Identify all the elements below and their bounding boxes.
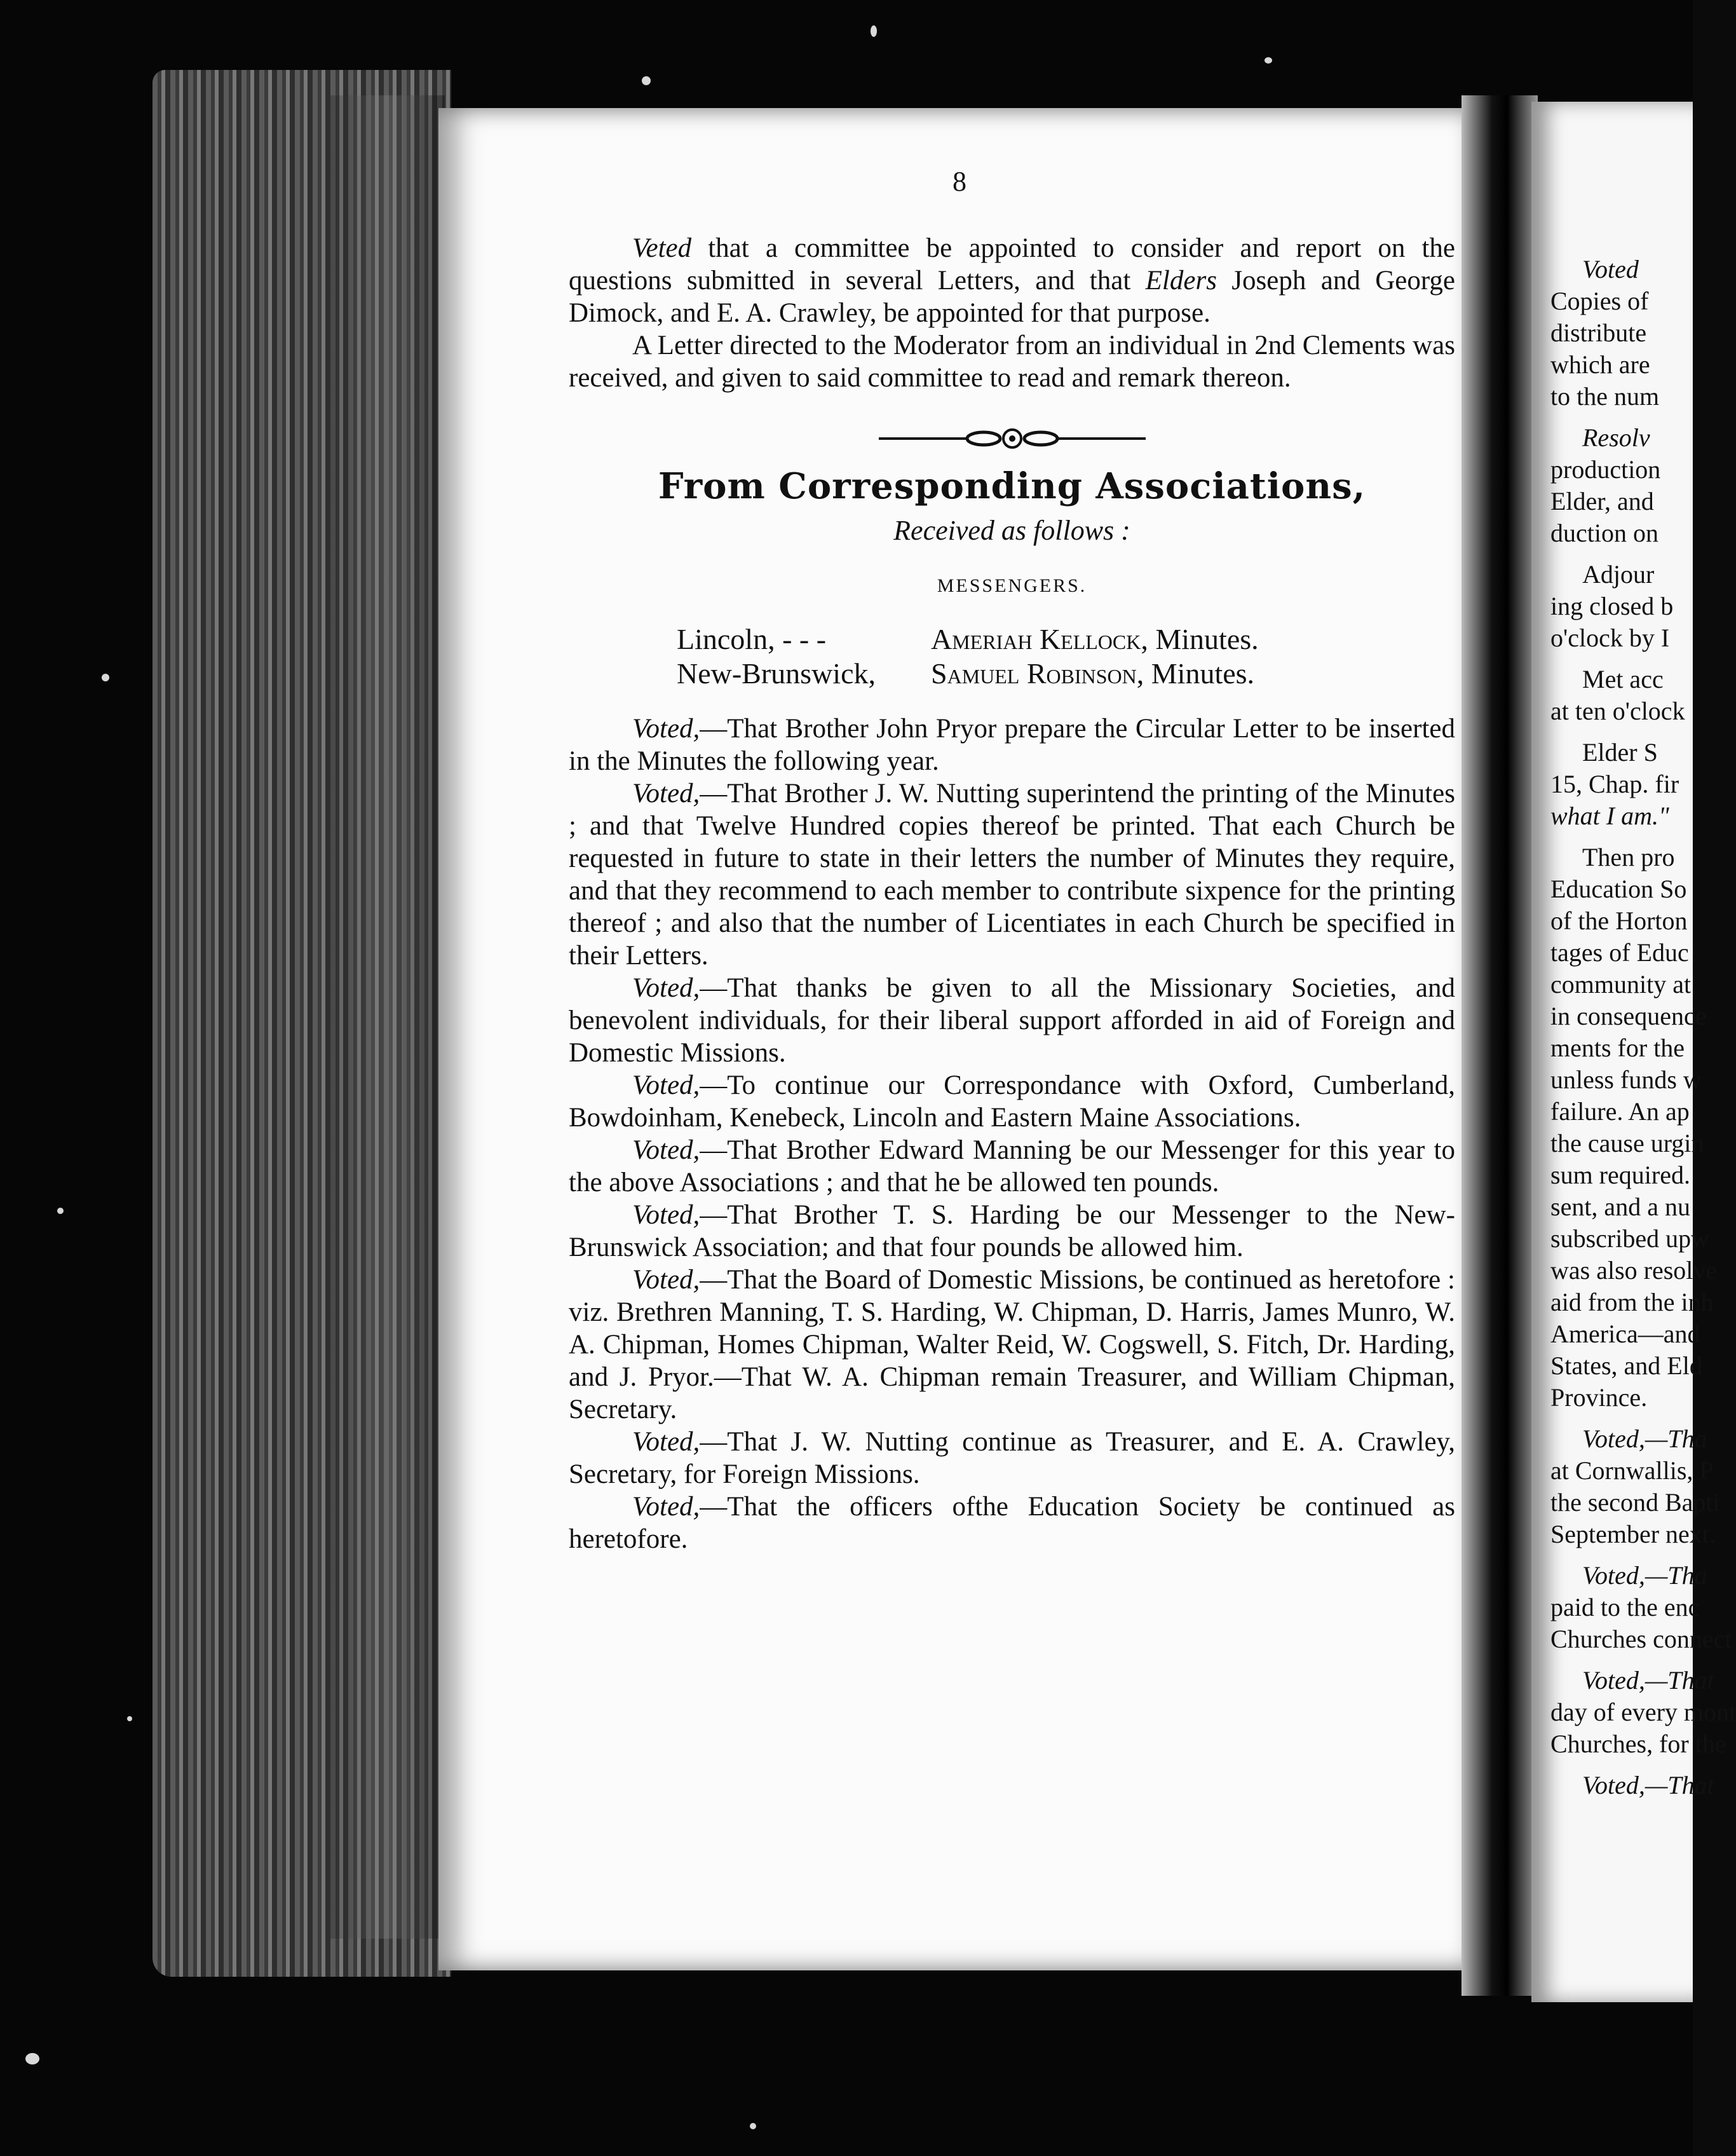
vote-text: —That Brother J. W. Nutting superintend the printing of the Minutes ; and that Twelve Hundred copies thereof be printed. That each Church be requested in future to state in their letters the number of Minutes they require, and that they recommend to each member to contribute sixpence for the printing thereof ; and also that the number of Licentiates in each Church be specified in their Letters.	[569, 779, 1455, 971]
right-page-line: at ten o'clock	[1550, 697, 1685, 725]
messenger-row	[569, 657, 1455, 691]
dust-speck	[57, 1208, 64, 1214]
intro-elders: Elders	[1145, 266, 1217, 296]
messenger-note: Minutes.	[1155, 623, 1259, 655]
messenger-note: Minutes.	[1151, 657, 1255, 690]
messengers-list	[569, 622, 1455, 691]
right-page-line: sent, and a nu	[1550, 1192, 1690, 1221]
right-page-line: ing closed b	[1550, 592, 1674, 620]
vote-text: —That Brother T. S. Harding be our Messenger to the New-Brunswick Association; and that four pounds be allowed him.	[569, 1200, 1455, 1262]
right-page-line: Resolv	[1582, 423, 1650, 452]
right-page-line: America—and	[1550, 1320, 1700, 1348]
right-page-line: community at	[1550, 970, 1692, 999]
vote-lead: Voted,	[632, 1070, 700, 1100]
vote-text: —That the officers ofthe Education Society be continued as heretofore.	[569, 1492, 1455, 1554]
vote-lead: Voted,	[632, 714, 700, 744]
right-page-line: 15, Chap. fir	[1550, 770, 1679, 798]
vote-paragraph	[569, 777, 1455, 972]
dust-speck	[750, 2123, 756, 2129]
intro-paragraph-2: A Letter directed to the Moderator from an individual in 2nd Clements was received, and given to said committee to read and remark thereon.	[569, 331, 1455, 393]
section-heading: From Corresponding Associations,	[658, 465, 1366, 507]
right-page-line: Province.	[1550, 1383, 1648, 1412]
intro-tail: Joseph and George Dimock, and E. A. Crawley, be appointed for that purpose.	[569, 266, 1455, 328]
dust-speck	[871, 25, 877, 37]
right-page-line: Voted,—That	[1582, 1666, 1714, 1695]
page-number: 8	[953, 166, 966, 197]
intro-paragraph-1	[569, 232, 1455, 329]
right-page-line: States, and Eld	[1550, 1351, 1702, 1380]
right-page-line: Voted,—Tha	[1582, 1561, 1707, 1590]
right-page-line: distribute	[1550, 318, 1647, 347]
messengers-title: MESSENGERS.	[937, 575, 1087, 596]
right-page-line: sum required.	[1550, 1161, 1690, 1189]
vote-lead: Voted,	[632, 1427, 700, 1457]
right-page-line: Copies of	[1550, 287, 1649, 315]
right-page-line: Churches, for the	[1550, 1730, 1726, 1758]
right-page-line: ments for the	[1550, 1034, 1685, 1062]
ornament-divider	[569, 426, 1455, 451]
right-page-line: at Cornwallis, P	[1550, 1456, 1714, 1485]
vote-text: —That Brother John Pryor prepare the Circular Letter to be inserted in the Minutes the following year.	[569, 714, 1455, 776]
dust-speck	[25, 2053, 39, 2064]
right-page-line: the cause urgin	[1550, 1129, 1704, 1157]
right-page-line: in consequence	[1550, 1002, 1707, 1030]
right-page-line: Then pro	[1582, 843, 1675, 871]
messenger-name: Ameriah Kellock,	[931, 623, 1148, 655]
vote-lead: Voted,	[632, 1135, 700, 1165]
vote-lead: Voted,	[632, 779, 700, 808]
vote-text: —To continue our Correspondance with Oxford, Cumberland, Bowdoinham, Kenebeck, Lincoln and Eastern Maine Associations.	[569, 1070, 1455, 1133]
right-page-line: Churches connect	[1550, 1625, 1732, 1653]
right-page-fragment	[1531, 102, 1736, 2002]
vote-text: —That Brother Edward Manning be our Messenger for this year to the above Associations ; and that he be allowed ten pounds.	[569, 1135, 1455, 1197]
right-page-line: Education So	[1550, 875, 1687, 903]
right-page-line: failure. An ap	[1550, 1097, 1690, 1126]
messenger-name: Samuel Robinson,	[931, 657, 1144, 690]
vote-paragraph	[569, 1199, 1455, 1264]
messenger-place: Lincoln, - - -	[677, 623, 827, 655]
intro-lead: Veted	[632, 233, 692, 263]
right-page-line: day of every mont	[1550, 1698, 1736, 1726]
intro-text: that a committee be appointed to consider and report on the questions submitted in several Letters, and that	[569, 233, 1455, 296]
section-subheading: Received as follows :	[893, 515, 1130, 546]
vote-paragraph	[569, 1069, 1455, 1134]
vote-paragraph	[569, 1426, 1455, 1491]
right-page-line: paid to the enc	[1550, 1593, 1700, 1621]
messenger-row	[569, 622, 1455, 657]
vote-text: —That thanks be given to all the Missionary Societies, and benevolent individuals, for their liberal support afforded in aid of Foreign and Domestic Missions.	[569, 973, 1455, 1068]
dust-speck	[127, 1716, 132, 1721]
book-spine-shadow	[330, 95, 445, 1939]
right-page-line: was also resolve	[1550, 1256, 1718, 1285]
right-page-line: Voted,—Tha	[1582, 1424, 1707, 1453]
vote-lead: Voted,	[632, 1265, 700, 1295]
dust-speck	[102, 674, 109, 681]
right-page-line: September next.	[1550, 1520, 1716, 1548]
ornament-icon	[879, 426, 1146, 451]
vote-lead: Voted,	[632, 1200, 700, 1230]
right-page-line: tages of Educ	[1550, 938, 1689, 967]
right-page-line: o'clock by I	[1550, 624, 1670, 652]
right-page-line: Adjour	[1582, 560, 1655, 589]
vote-text: —That J. W. Nutting continue as Treasurer, and E. A. Crawley, Secretary, for Foreign Missions.	[569, 1427, 1455, 1489]
right-page-line: Elder, and	[1550, 487, 1654, 515]
page-content	[569, 232, 1455, 1555]
dust-speck	[642, 76, 651, 85]
vote-lead: Voted,	[632, 973, 700, 1003]
right-page-line: which are	[1550, 350, 1650, 379]
right-page-line: what I am."	[1550, 802, 1669, 830]
right-page-line: of the Horton	[1550, 906, 1688, 935]
messenger-place: New-Brunswick,	[677, 657, 876, 690]
right-page-line: Met acc	[1582, 665, 1664, 693]
vote-paragraph	[569, 1134, 1455, 1199]
vote-text: —That the Board of Domestic Missions, be continued as heretofore : viz. Brethren Manning, T. S. Harding, W. Chipman, D. Harris, James Munro, W. A. Chipman, Homes Chipman, Walter Reid, W. Cogswell, S. Fitch, Dr. Harding, and J. Pryor.—That W. A. Chipman remain Treasurer, and William Chipman, Secretary.	[569, 1265, 1455, 1424]
vote-paragraph	[569, 1491, 1455, 1555]
right-page-line: Voted,—That	[1582, 1771, 1714, 1799]
right-page-line: the second Bapti	[1550, 1488, 1720, 1517]
right-page-line: duction on	[1550, 519, 1658, 547]
right-page-line: unless funds w	[1550, 1065, 1702, 1094]
book-gutter	[1461, 95, 1538, 1996]
vote-paragraph	[569, 1264, 1455, 1426]
right-page-line: to the num	[1550, 382, 1660, 411]
right-page-line: Voted	[1582, 255, 1639, 283]
right-page-line: Elder S	[1582, 738, 1658, 767]
right-page-line: aid from the inh	[1550, 1288, 1714, 1316]
vote-paragraph	[569, 972, 1455, 1069]
left-page	[438, 108, 1481, 1970]
right-page-line: subscribed upw	[1550, 1224, 1709, 1253]
vote-lead: Voted,	[632, 1492, 700, 1522]
right-page-line: production	[1550, 455, 1661, 484]
vote-paragraph	[569, 713, 1455, 777]
dust-speck	[1265, 57, 1272, 64]
